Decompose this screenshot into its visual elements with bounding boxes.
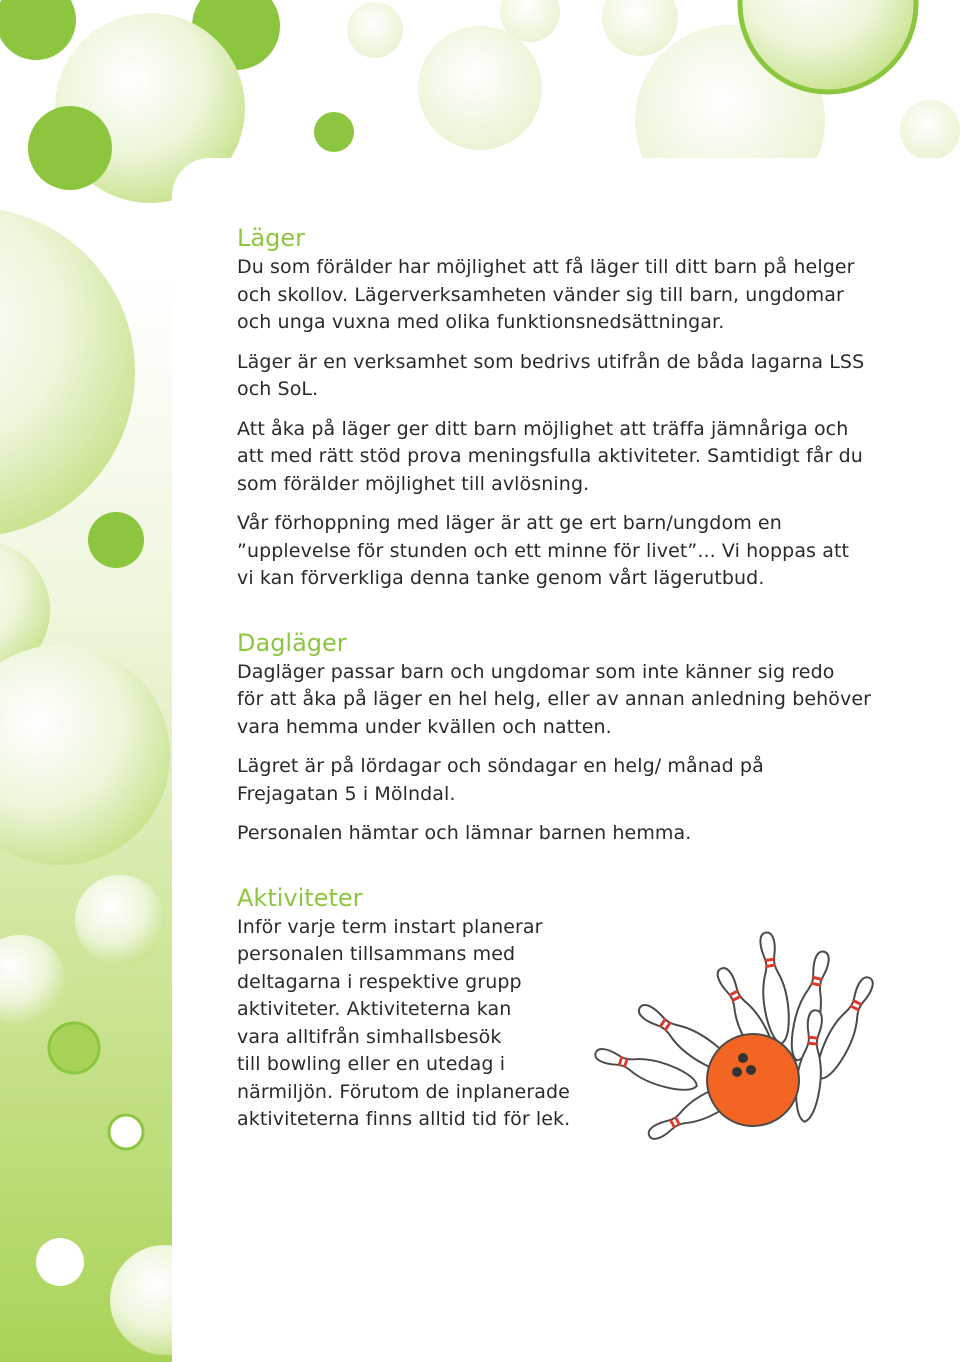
- decor-circle: [0, 207, 135, 537]
- decor-circle: [320, 118, 348, 146]
- bowling-ball-and-pins-icon: [548, 930, 888, 1170]
- section-lager: [237, 222, 897, 593]
- lager-paragraph-1: Du som förälder har möjlighet att få läger till ditt barn på helger och skollov. Lägerverksamheten vänder sig till barn, ungdomar och unga vuxna med olika funktionsnedsättningar.: [237, 256, 855, 333]
- decor-circle: [109, 1115, 143, 1149]
- daglager-paragraph-2: Lägret är på lördagar och söndagar en helg/ månad på Frejagatan 5 i Mölndal.: [237, 755, 764, 805]
- decor-circle: [49, 1023, 99, 1073]
- decor-circle: [0, 935, 65, 1025]
- daglager-paragraph-3: Personalen hämtar och lämnar barnen hemma.: [237, 822, 692, 844]
- aktiviteter-paragraph: Inför varje term instart planerar personalen tillsammans med deltagarna i respektive grupp aktiviteter. Aktiviteterna kan vara alltifrån simhallsbesök till bowling eller en utedag i närmiljön. Förutom de inplanerade aktiviteterna finns alltid tid för lek.: [237, 915, 571, 1130]
- decor-circle: [900, 100, 960, 160]
- bowling-ball-hole: [732, 1067, 742, 1077]
- decor-circle: [88, 512, 144, 568]
- section-daglager: [237, 627, 897, 848]
- decor-circle: [418, 26, 542, 150]
- lager-paragraph-4: Vår förhoppning med läger är att ge ert barn/ungdom en ”upplevelse för stunden och ett minne för livet”... Vi hoppas att vi kan förverkliga denna tanke genom vårt lägerutbud.: [237, 512, 850, 589]
- decor-circle: [36, 1238, 84, 1286]
- decor-circle: [0, 645, 170, 865]
- lager-paragraph-3: Att åka på läger ger ditt barn möjlighet att träffa jämnåriga och att med rätt stöd prova meningsfulla aktiviteter. Samtidigt får du som förälder möjlighet till avlösning.: [237, 417, 863, 495]
- lager-paragraph-2: Läger är en verksamhet som bedrivs utifrån de båda lagarna LSS och SoL.: [237, 350, 865, 400]
- decor-circle: [0, 0, 76, 60]
- decor-circle: [28, 106, 112, 190]
- bowling-ball: [707, 1034, 799, 1126]
- heading-aktiviteter: Aktiviteter: [237, 883, 363, 912]
- decor-circle: [75, 875, 165, 965]
- bowling-ball-hole: [738, 1053, 748, 1063]
- decor-circle: [602, 0, 678, 56]
- bowling-ball-hole: [746, 1065, 756, 1075]
- daglager-paragraph-1: Dagläger passar barn och ungdomar som inte känner sig redo för att åka på läger en hel helg, eller av annan anledning behöver vara hemma under kvällen och natten.: [237, 660, 872, 738]
- heading-lager: Läger: [237, 224, 305, 252]
- decor-circle: [347, 2, 403, 58]
- heading-daglager: Dagläger: [237, 628, 347, 657]
